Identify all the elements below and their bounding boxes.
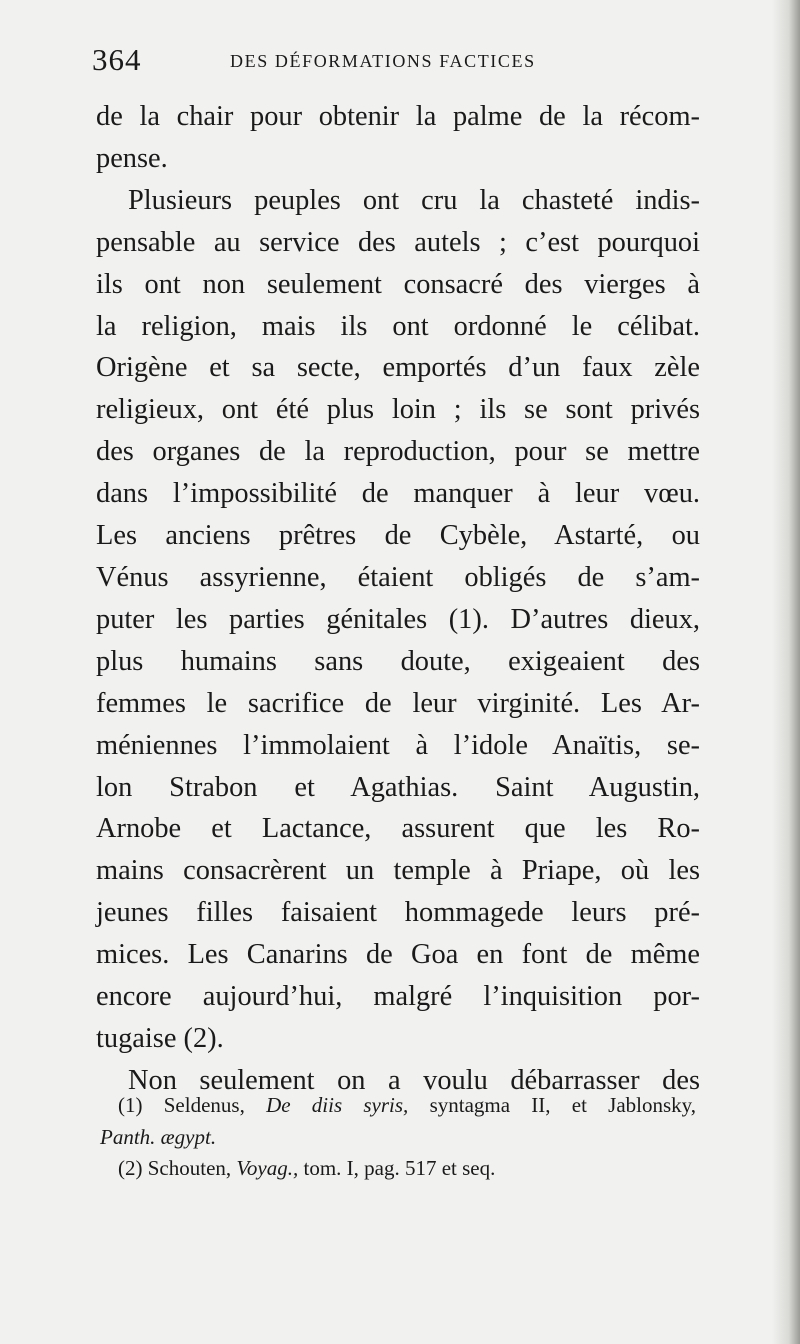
footnote-1-author: Seldenus,: [163, 1093, 245, 1117]
text-line: jeunes filles faisaient hommagede leurs pré-: [96, 897, 700, 929]
text-line: religieux, ont été plus loin ; ils se sont privés: [96, 394, 700, 426]
text-line: femmes le sacrifice de leur virginité. Les Ar-: [96, 687, 700, 719]
text-line: Plusieurs peuples ont cru la chasteté indis-: [128, 184, 700, 216]
text-line: de la chair pour obtenir la palme de la récom-: [96, 101, 700, 132]
body-text: [96, 96, 700, 1102]
page-number: 364: [92, 42, 142, 77]
text-line: Non seulement on a voulu débarrasser des: [128, 1064, 700, 1096]
footnote-1-continuation: Panth. ægypt.: [100, 1124, 217, 1149]
footnote-1-mark: (1): [118, 1093, 143, 1117]
footnote-2-mark: (2): [118, 1156, 143, 1180]
footnote-2: [100, 1153, 696, 1185]
text-line: pense.: [96, 142, 168, 174]
footnote-1-rest: syntagma II, et Jablonsky,: [429, 1093, 697, 1117]
text-line: encore aujourd’hui, malgré l’inquisition por-: [96, 981, 700, 1013]
footnote-2-author: Schouten,: [147, 1156, 232, 1180]
text-line: mices. Les Canarins de Goa en font de même: [96, 939, 700, 971]
page-header: [92, 40, 702, 80]
text-line: lon Strabon et Agathias. Saint Augustin,: [96, 771, 700, 803]
text-line: méniennes l’immolaient à l’idole Anaïtis, se-: [96, 729, 700, 761]
footnote-1: [100, 1090, 696, 1122]
text-line: plus humains sans doute, exigeaient des: [96, 645, 700, 677]
footnotes: [100, 1090, 696, 1185]
footnote-2-title: Voyag.,: [236, 1156, 299, 1180]
text-line: ils ont non seulement consacré des vierges à: [96, 268, 700, 300]
text-line: la religion, mais ils ont ordonné le célibat.: [96, 310, 700, 342]
text-line: tugaise (2).: [96, 1022, 224, 1054]
text-line: Origène et sa secte, emportés d’un faux zèle: [96, 352, 700, 384]
footnote-1-title: De diis syris,: [266, 1093, 409, 1117]
running-head: DES DÉFORMATIONS FACTICES: [230, 51, 536, 71]
text-line: mains consacrèrent un temple à Priape, où les: [96, 855, 700, 887]
footnote-1-continuation-line: [100, 1122, 696, 1154]
text-line: puter les parties génitales (1). D’autres dieux,: [96, 603, 700, 635]
text-line: Arnobe et Lactance, assurent que les Ro-: [96, 813, 700, 845]
footnote-2-rest: tom. I, pag. 517 et seq.: [303, 1156, 496, 1180]
text-line: des organes de la reproduction, pour se mettre: [96, 436, 700, 468]
page-edge-shadow: [772, 0, 800, 1344]
text-line: Vénus assyrienne, étaient obligés de s’am-: [96, 561, 700, 593]
text-line: dans l’impossibilité de manquer à leur vœu.: [96, 478, 700, 510]
text-line: Les anciens prêtres de Cybèle, Astarté, ou: [96, 520, 700, 552]
text-line: pensable au service des autels ; c’est pourquoi: [96, 226, 700, 258]
